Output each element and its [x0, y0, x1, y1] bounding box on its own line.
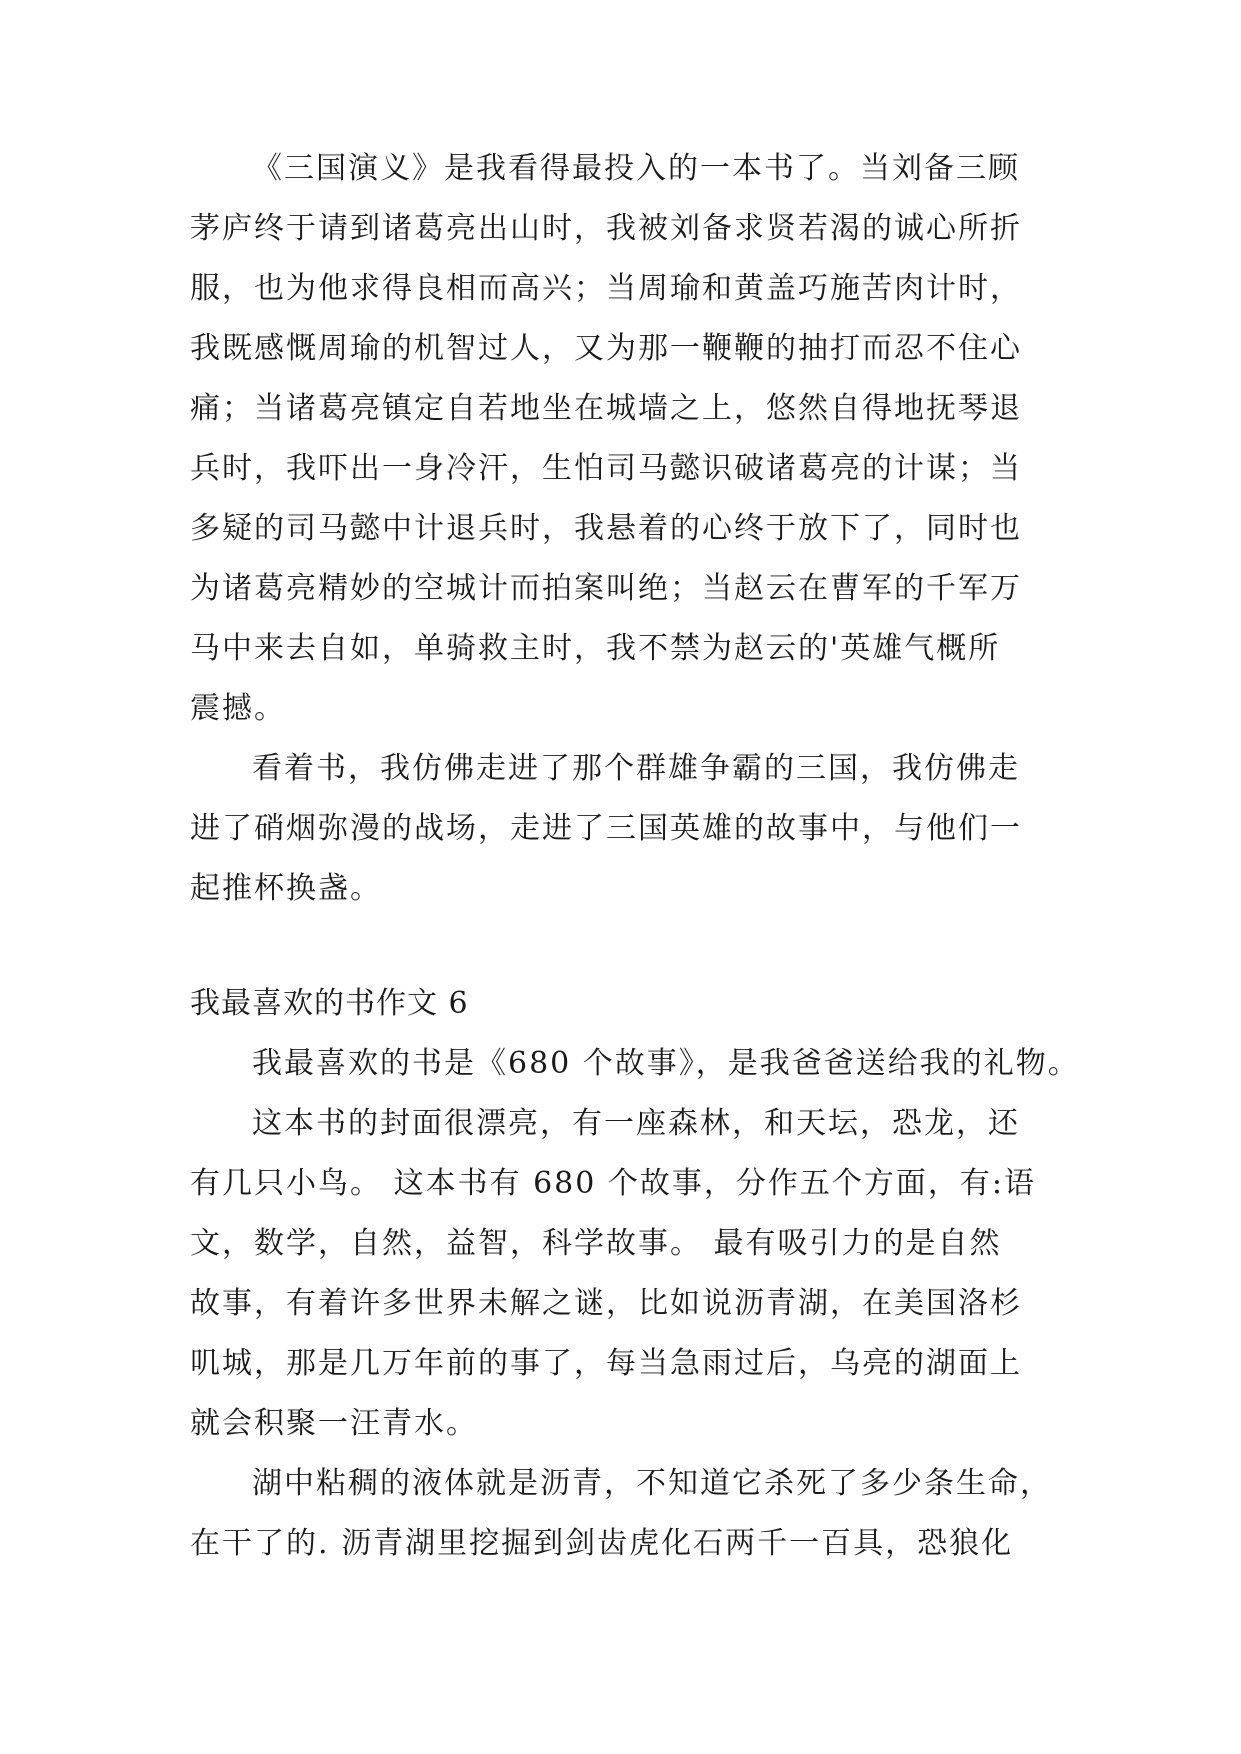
paragraph-line: 服，也为他求得良相而高兴；当周瑜和黄盖巧施苦肉计时， [190, 271, 1022, 306]
paragraph-line: 我最喜欢的书是《680 个故事》，是我爸爸送给我的礼物。 [252, 1046, 1080, 1081]
section-heading: 我最喜欢的书作文 6 [190, 986, 469, 1021]
paragraph-line: 叽城，那是几万年前的事了，每当急雨过后，乌亮的湖面上 [190, 1346, 1022, 1381]
paragraph-line: 进了硝烟弥漫的战场，走进了三国英雄的故事中，与他们一 [190, 811, 1022, 846]
paragraph-line: 有几只小鸟。 这本书有 680 个故事，分作五个方面，有:语 [190, 1166, 1036, 1201]
paragraph-line: 看着书，我仿佛走进了那个群雄争霸的三国，我仿佛走 [252, 751, 1020, 786]
paragraph-line: 这本书的封面很漂亮，有一座森林，和天坛，恐龙，还 [252, 1106, 1020, 1141]
paragraph-line: 就会积聚一汪青水。 [190, 1406, 478, 1441]
paragraph-line: 《三国演义》是我看得最投入的一本书了。当刘备三顾 [252, 151, 1020, 186]
paragraph-line: 茅庐终于请到诸葛亮出山时，我被刘备求贤若渴的诚心所折 [190, 211, 1022, 246]
paragraph-line: 在干了的. 沥青湖里挖掘到剑齿虎化石两千一百具，恐狼化 [190, 1526, 1014, 1561]
paragraph-line: 故事，有着许多世界未解之谜，比如说沥青湖，在美国洛杉 [190, 1286, 1022, 1321]
paragraph-line: 为诸葛亮精妙的空城计而拍案叫绝；当赵云在曹军的千军万 [190, 571, 1022, 606]
paragraph-line: 我既感慨周瑜的机智过人，又为那一鞭鞭的抽打而忍不住心 [190, 331, 1022, 366]
paragraph-line: 痛；当诸葛亮镇定自若地坐在城墙之上，悠然自得地抚琴退 [190, 391, 1022, 426]
paragraph-line: 起推杯换盏。 [190, 871, 382, 906]
paragraph-line: 兵时，我吓出一身冷汗，生怕司马懿识破诸葛亮的计谋；当 [190, 451, 1022, 486]
paragraph-line: 湖中粘稠的液体就是沥青，不知道它杀死了多少条生命， [252, 1466, 1052, 1501]
paragraph-line: 震撼。 [190, 691, 286, 726]
paragraph-line: 马中来去自如，单骑救主时，我不禁为赵云的'英雄气概所 [190, 631, 1001, 666]
paragraph-line: 多疑的司马懿中计退兵时，我悬着的心终于放下了，同时也 [190, 511, 1022, 546]
paragraph-line: 文，数学，自然，益智，科学故事。 最有吸引力的是自然 [190, 1226, 1002, 1261]
